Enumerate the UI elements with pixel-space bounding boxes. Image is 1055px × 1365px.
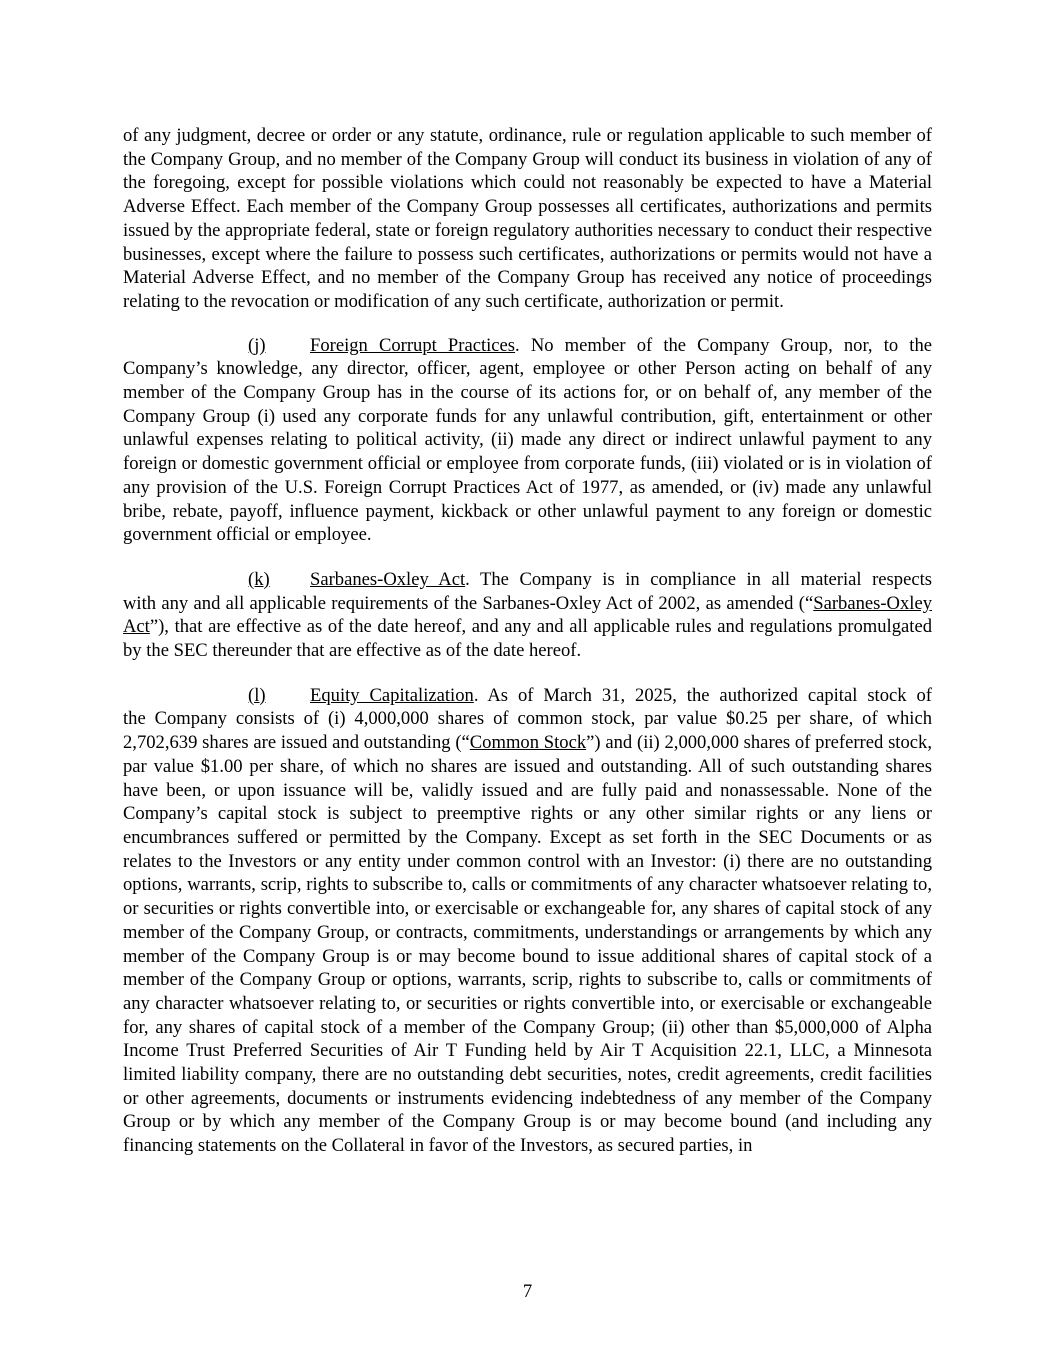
section-k-paragraph <box>123 568 932 663</box>
section-j-heading: Foreign Corrupt Practices <box>310 334 516 356</box>
section-k-first-line <box>123 568 932 592</box>
section-k-text-before: with any and all applicable requirements of the Sarbanes-Oxley Act of 2002, as amended (“ <box>123 592 814 614</box>
section-l-text-before: the Company consists of (i) 4,000,000 shares of common stock, par value $0.25 per share, of which 2,702,639 shares are issued and outstanding (“ <box>123 708 932 754</box>
section-j-first-line <box>123 334 932 358</box>
section-l-paragraph <box>123 684 932 1158</box>
section-j-first-line-text: . No member of the Company Group, nor, to the <box>515 334 932 356</box>
section-j-text: Company’s knowledge, any director, officer, agent, employee or other Person acting on behalf of any member of the Company Group has in the course of its actions for, or on behalf of, any member of the Company Group (i) used any corporate funds for any unlawful contribution, gift, entertainment or other unlawful expenses relating to political activity, (ii) made any direct or indirect unlawful payment to any foreign or domestic government official or employee from corporate funds, (iii) violated or is in violation of any provision of the U.S. Foreign Corrupt Practices Act of 1977, as amended, or (iv) made any unlawful bribe, rebate, payoff, influence payment, kickback or other unlawful payment to any foreign or domestic government official or employee. <box>123 358 932 546</box>
section-l-heading: Equity Capitalization <box>310 684 474 706</box>
section-l-first-line <box>123 684 932 708</box>
section-k-defined-term: Sarbanes-Oxley Act <box>123 592 932 638</box>
section-l-index: (l) <box>248 684 266 706</box>
paragraph-continued: of any judgment, decree or order or any statute, ordinance, rule or regulation applicable to such member of the Company Group, and no member of the Company Group will conduct its business in violation of any of the foregoing, except for possible violations which could not reasonably be expected to have a Material Adverse Effect. Each member of the Company Group possesses all certificates, authorizations and permits issued by the appropriate federal, state or foreign regulatory authorities necessary to conduct their respective businesses, except where the failure to possess such certificates, authorizations or permits would not have a Material Adverse Effect, and no member of the Company Group has received any notice of proceedings relating to the revocation or modification of any such certificate, authorization or permit. <box>123 125 932 312</box>
section-j-paragraph <box>123 334 932 547</box>
section-k-heading: Sarbanes-Oxley Act <box>310 568 466 590</box>
section-j-index: (j) <box>248 334 266 356</box>
section-k-text-after: ”), that are effective as of the date hereof, and any and all applicable rules and regulations promulgated by the SEC thereunder that are effective as of the date hereof. <box>123 616 932 662</box>
section-l-defined-term: Common Stock <box>469 732 587 754</box>
document-body <box>123 124 932 1179</box>
section-k-first-line-text: . The Company is in compliance in all material respects <box>465 568 932 590</box>
page-number: 7 <box>522 1281 533 1302</box>
section-k-index: (k) <box>248 568 270 590</box>
section-l-first-line-text: . As of March 31, 2025, the authorized capital stock of <box>473 684 932 706</box>
section-l-text-after: ”) and (ii) 2,000,000 shares of preferred stock, par value $1.00 per share, of which no shares are issued and outstanding. All of such outstanding shares have been, or upon issuance will be, validly issued and are fully paid and nonassessable. None of the Company’s capital stock is subject to preemptive rights or any other similar rights or any liens or encumbrances suffered or permitted by the Company. Except as set forth in the SEC Documents or as relates to the Investors or any entity under common control with an Investor: (i) there are no outstanding options, warrants, scrip, rights to subscribe to, calls or commitments of any character whatsoever relating to, or securities or rights convertible into, or exercisable or exchangeable for, any shares of capital stock of any member of the Company Group, or contracts, commitments, understandings or arrangements by which any member of the Company Group is or may become bound to issue additional shares of capital stock of a member of the Company Group or options, warrants, scrip, rights to subscribe to, calls or commitments of any character whatsoever relating to, or securities or rights convertible into, or exercisable or exchangeable for, any shares of capital stock of a member of the Company Group; (ii) other than $5,000,000 of Alpha Income Trust Preferred Securities of Air T Funding held by Air T Acquisition 22.1, LLC, a Minnesota limited liability company, there are no outstanding debt securities, notes, credit agreements, credit facilities or other agreements, documents or instruments evidencing indebtedness of any member of the Company Group or by which any member of the Company Group is or may become bound (and including any financing statements on the Collateral in favor of the Investors, as secured parties, in <box>123 732 932 1157</box>
